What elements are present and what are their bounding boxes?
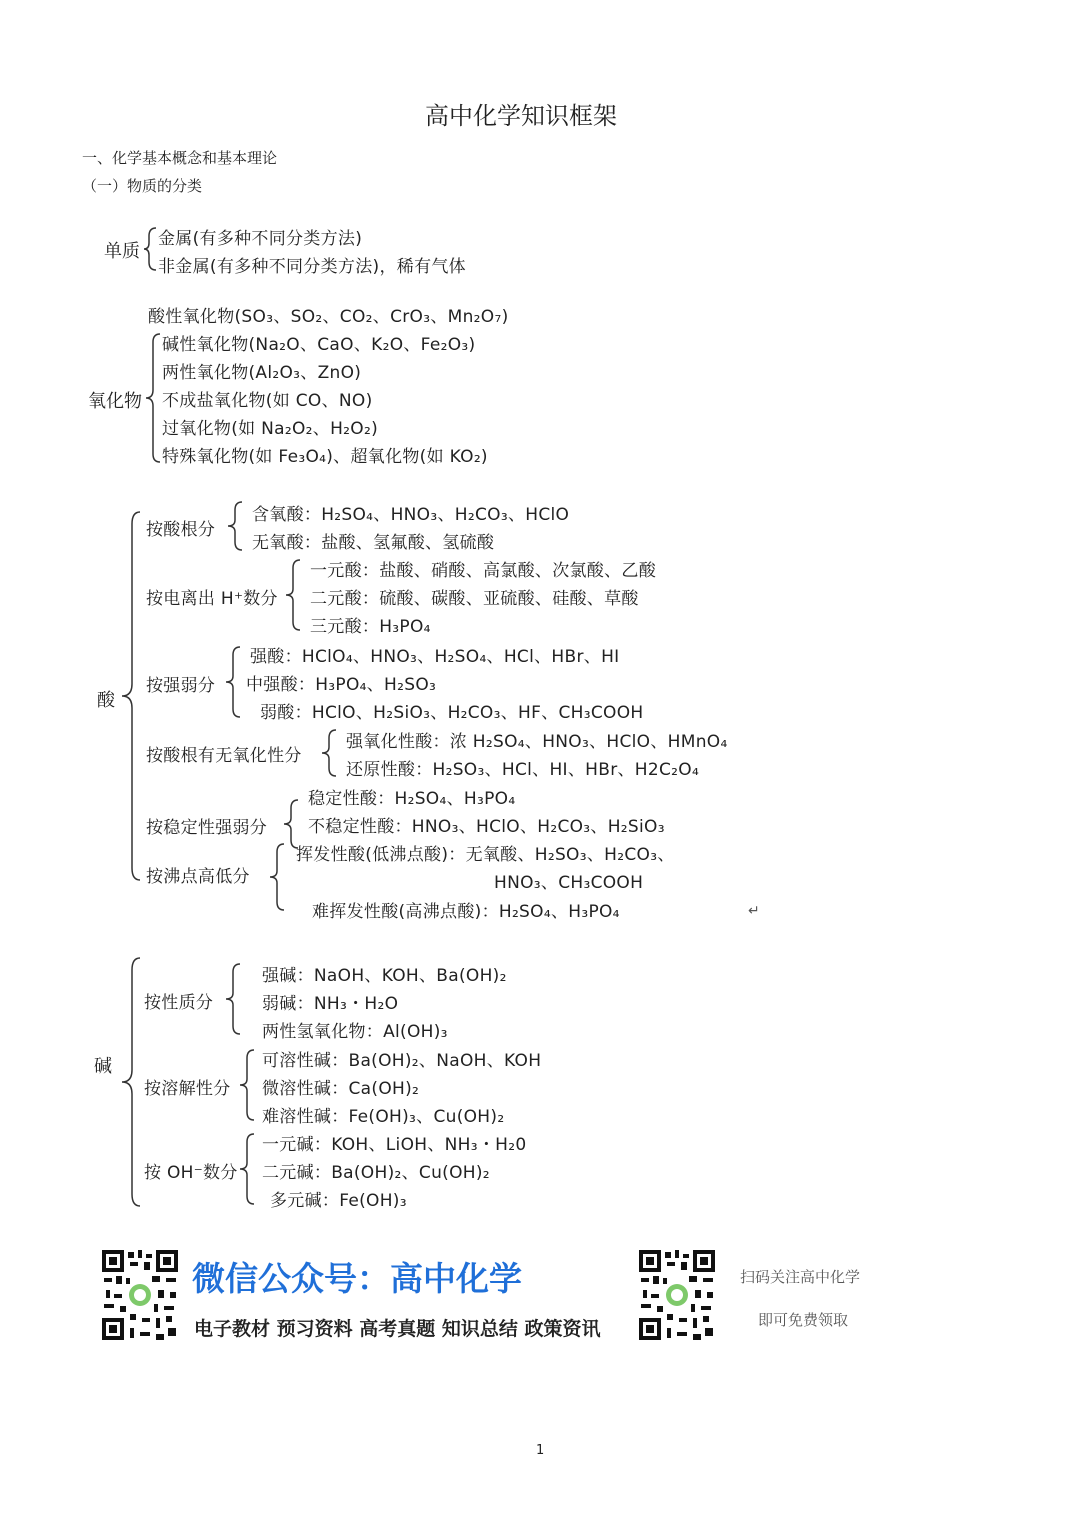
qr-code-icon [637,1248,717,1342]
qr-code-icon [100,1248,180,1342]
base-item: 多元碱：Fe(OH)₃ [270,1191,407,1211]
acid-group-brace [270,842,286,912]
acids-label: 酸 [97,690,115,711]
bases-brace [122,956,142,1208]
acids-brace [122,510,142,882]
acid-item: 难挥发性酸(高沸点酸)：H₂SO₄、H₃PO₄ [312,902,620,922]
acid-item: 挥发性酸(低沸点酸)：无氧酸、H₂SO₃、H₂CO₃、 [296,845,675,865]
footer-tags: 电子教材 预习资料 高考真题 知识总结 政策资讯 [194,1318,601,1340]
acid-item: 三元酸：H₃PO₄ [310,617,431,637]
bases-label: 碱 [94,1056,112,1077]
base-item: 两性氢氧化物：Al(OH)₃ [262,1022,448,1042]
elements-brace [144,226,158,272]
oxide-item: 酸性氧化物(SO₃、SO₂、CO₂、CrO₃、Mn₂O₇) [148,307,509,327]
acid-item: 二元酸：硫酸、碳酸、亚硫酸、硅酸、草酸 [310,589,639,609]
acid-group-label: 按稳定性强弱分 [146,818,268,838]
acid-group-brace [226,645,242,719]
acid-item: HNO₃、CH₃COOH [494,873,644,893]
scan-hint-1: 扫码关注高中化学 [740,1268,861,1286]
base-item: 二元碱：Ba(OH)₂、Cu(OH)₂ [262,1163,490,1183]
base-group-label: 按 OH⁻数分 [144,1163,238,1183]
base-item: 微溶性碱：Ca(OH)₂ [262,1079,420,1099]
base-item: 可溶性碱：Ba(OH)₂、NaOH、KOH [262,1051,542,1071]
base-item: 强碱：NaOH、KOH、Ba(OH)₂ [262,966,507,986]
base-group-brace [226,962,242,1036]
return-mark: ↵ [748,903,760,919]
base-group-brace [240,1132,256,1206]
oxides-brace [146,332,162,464]
acid-item: 含氧酸：H₂SO₄、HNO₃、H₂CO₃、HClO [252,505,570,525]
elements-item: 非金属(有多种不同分类方法)，稀有气体 [158,257,466,277]
wechat-title: 微信公众号：高中化学 [192,1259,522,1298]
acid-item: 弱酸：HClO、H₂SiO₃、H₂CO₃、HF、CH₃COOH [260,703,644,723]
acid-group-label: 按强弱分 [146,676,216,696]
acid-item: 不稳定性酸：HNO₃、HClO、H₂CO₃、H₂SiO₃ [308,817,665,837]
acid-item: 无氧酸：盐酸、氢氟酸、氢硫酸 [252,533,495,553]
base-group-brace [240,1048,256,1122]
acid-item: 中强酸：H₃PO₄、H₂SO₃ [246,675,437,695]
oxide-item: 过氧化物(如 Na₂O₂、H₂O₂) [162,419,379,439]
acid-item: 强氧化性酸：浓 H₂SO₄、HNO₃、HClO、HMnO₄ [346,732,728,752]
scan-hint-2: 即可免费领取 [758,1311,849,1329]
section-heading: 一、化学基本概念和基本理论 [82,149,278,167]
base-group-label: 按溶解性分 [144,1079,231,1099]
acid-group-brace [228,500,244,552]
acid-item: 强酸：HClO₄、HNO₃、H₂SO₄、HCl、HBr、HI [250,647,620,667]
base-group-label: 按性质分 [144,993,214,1013]
acid-group-label: 按酸根有无氧化性分 [146,746,302,766]
acid-group-label: 按电离出 H⁺数分 [146,589,278,609]
elements-label: 单质 [104,241,140,262]
page-title: 高中化学知识框架 [425,102,617,130]
acid-group-brace [322,728,338,778]
oxide-item: 特殊氧化物(如 Fe₃O₄)、超氧化物(如 KO₂) [162,447,488,467]
subsection-heading: （一）物质的分类 [82,177,203,195]
acid-item: 一元酸：盐酸、硝酸、高氯酸、次氯酸、乙酸 [310,561,656,581]
base-item: 弱碱：NH₃・H₂O [262,994,399,1014]
acid-item: 稳定性酸：H₂SO₄、H₃PO₄ [308,789,516,809]
elements-item: 金属(有多种不同分类方法) [158,229,363,249]
oxide-item: 碱性氧化物(Na₂O、CaO、K₂O、Fe₂O₃) [162,335,476,355]
oxides-label: 氧化物 [88,391,142,412]
base-item: 一元碱：KOH、LiOH、NH₃・H₂0 [262,1135,527,1155]
acid-group-brace [286,558,302,632]
acid-item: 还原性酸：H₂SO₃、HCl、HI、HBr、H2C₂O₄ [346,760,700,780]
acid-group-label: 按酸根分 [146,520,216,540]
base-item: 难溶性碱：Fe(OH)₃、Cu(OH)₂ [262,1107,505,1127]
oxide-item: 不成盐氧化物(如 CO、NO) [162,391,373,411]
oxide-item: 两性氧化物(Al₂O₃、ZnO) [162,363,362,383]
page-number: 1 [536,1443,545,1458]
acid-group-label: 按沸点高低分 [146,867,250,887]
